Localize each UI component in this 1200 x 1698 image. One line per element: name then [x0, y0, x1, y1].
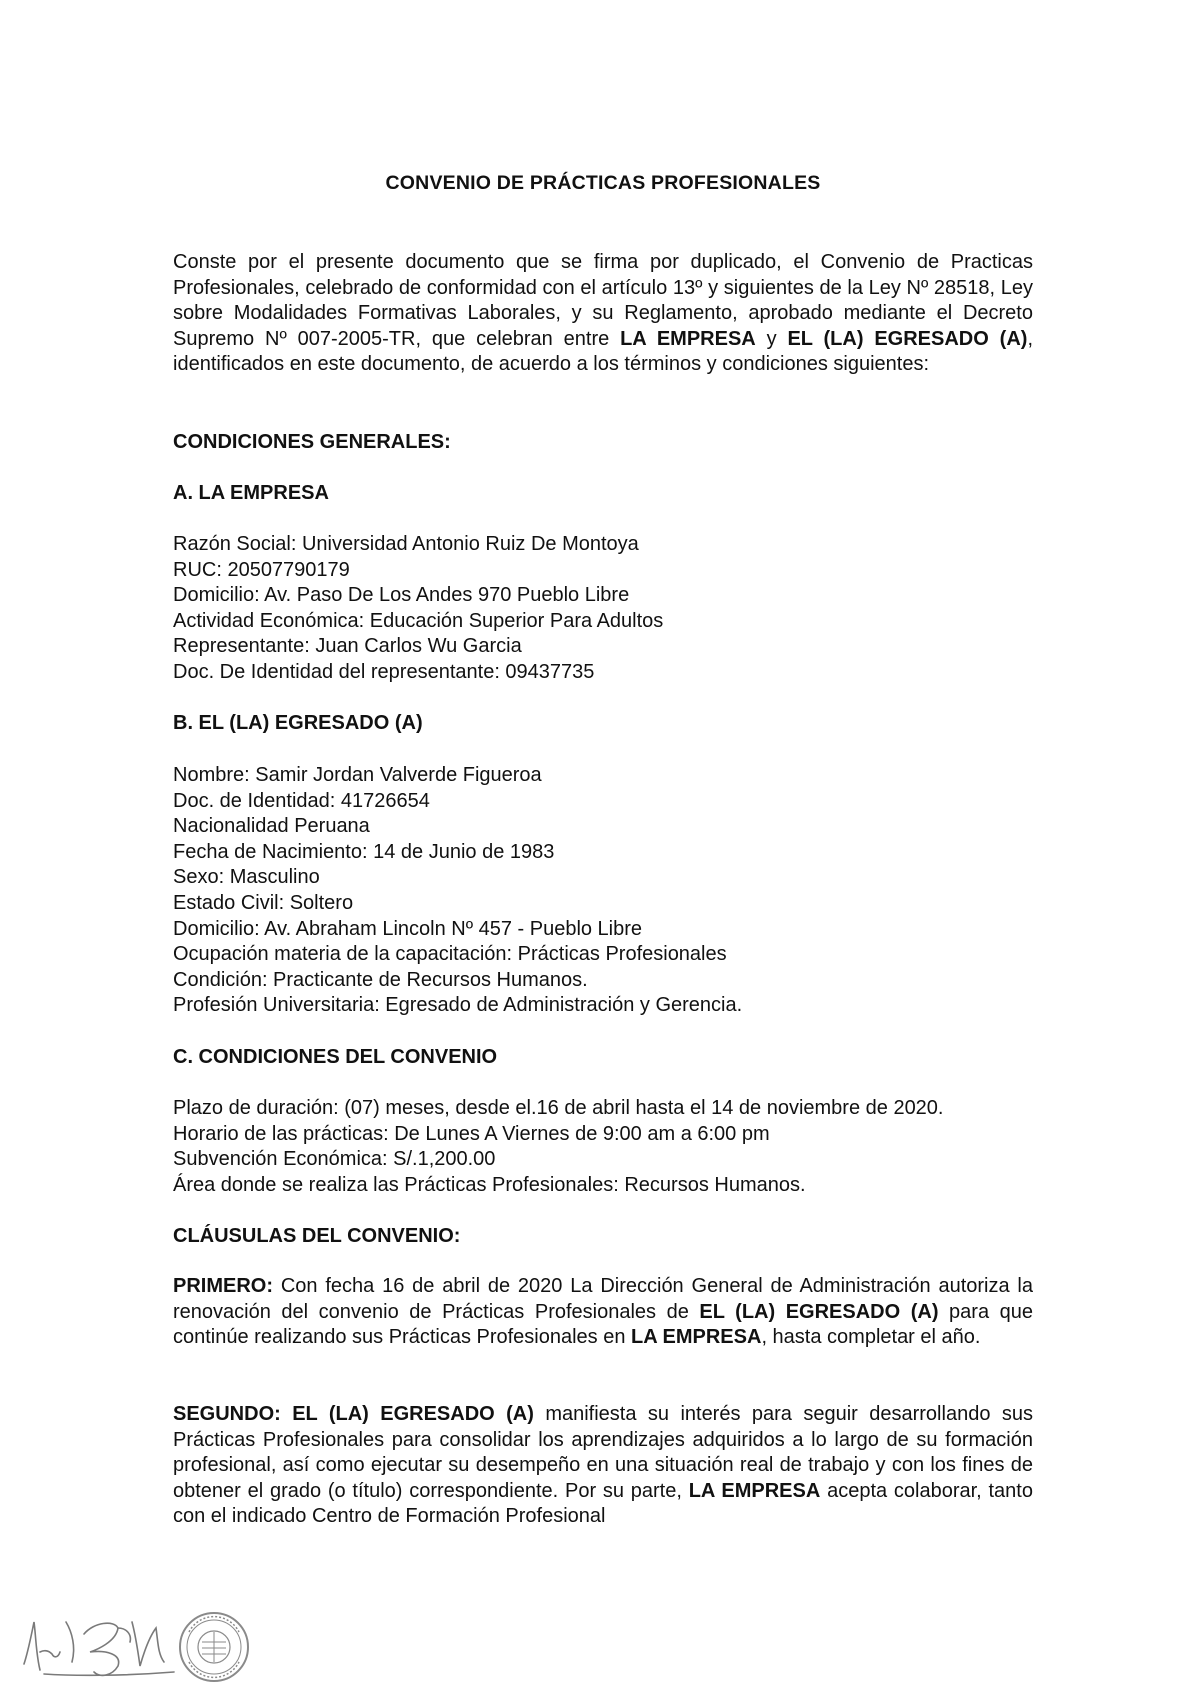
convenio-horario: Horario de las prácticas: De Lunes A Viernes de 9:00 am a 6:00 pm — [173, 1122, 770, 1145]
egresado-profesion: Profesión Universitaria: Egresado de Administración y Gerencia. — [173, 994, 743, 1017]
primero-text-3: , hasta completar el año. — [761, 1326, 981, 1348]
egresado-ocupacion: Ocupación materia de la capacitación: Prácticas Profesionales — [173, 943, 727, 966]
empresa-actividad: Actividad Económica: Educación Superior Para Adultos — [173, 609, 664, 632]
clausulas-heading: CLÁUSULAS DEL CONVENIO: — [173, 1225, 461, 1247]
intro-bold-egresado: EL (LA) EGRESADO (A) — [787, 327, 1028, 350]
egresado-heading: B. EL (LA) EGRESADO (A) — [173, 712, 423, 734]
convenio-heading: C. CONDICIONES DEL CONVENIO — [173, 1046, 498, 1068]
egresado-doc: Doc. de Identidad: 41726654 — [173, 789, 430, 812]
segundo-bold-empresa: LA EMPRESA — [688, 1479, 821, 1502]
primero-bold-egresado: EL (LA) EGRESADO (A) — [699, 1300, 939, 1323]
clausula-primero — [173, 1274, 1033, 1351]
primero-text-2: para que continúe realizando sus Prácticas Profesionales en — [173, 1300, 1033, 1348]
empresa-ruc: RUC: 20507790179 — [173, 558, 350, 581]
intro-paragraph — [173, 250, 1033, 378]
egresado-domicilio: Domicilio: Av. Abraham Lincoln Nº 457 - Pueblo Libre — [173, 917, 643, 940]
document-title: CONVENIO DE PRÁCTICAS PROFESIONALES — [385, 172, 821, 194]
primero-text-1: Con fecha 16 de abril de 2020 La Dirección General de Administración autoriza la renovación del convenio de Prácticas Profesionales de — [173, 1275, 1033, 1323]
egresado-fecha-nacimiento: Fecha de Nacimiento: 14 de Junio de 1983 — [173, 840, 555, 863]
egresado-nombre: Nombre: Samir Jordan Valverde Figueroa — [173, 764, 542, 786]
segundo-label: SEGUNDO: EL (LA) EGRESADO (A) — [173, 1403, 534, 1425]
egresado-sexo: Sexo: Masculino — [173, 866, 320, 889]
clausula-segundo — [173, 1402, 1033, 1530]
convenio-plazo: Plazo de duración: (07) meses, desde el.16 de abril hasta el 14 de noviembre de 2020. — [173, 1097, 944, 1119]
egresado-nacionalidad: Nacionalidad Peruana — [173, 815, 370, 838]
empresa-representante: Representante: Juan Carlos Wu Garcia — [173, 635, 522, 658]
condiciones-generales-heading: CONDICIONES GENERALES: — [173, 431, 451, 453]
intro-text-3: , identificados en este documento, de acuerdo a los términos y condiciones siguientes: — [173, 327, 1033, 375]
empresa-domicilio: Domicilio: Av. Paso De Los Andes 970 Pueblo Libre — [173, 584, 630, 607]
empresa-details — [173, 532, 663, 686]
segundo-text-2: acepta colaborar, tanto con el indicado Centro de Formación Profesional — [173, 1479, 1033, 1527]
primero-bold-empresa: LA EMPRESA — [631, 1326, 762, 1348]
egresado-estado-civil: Estado Civil: Soltero — [173, 891, 354, 914]
seal-icon — [180, 1613, 248, 1681]
egresado-details — [173, 763, 742, 1019]
egresado-condicion: Condición: Practicante de Recursos Humanos. — [173, 968, 588, 991]
intro-bold-empresa: LA EMPRESA — [620, 327, 756, 350]
empresa-heading: A. LA EMPRESA — [173, 482, 329, 504]
empresa-razon-social: Razón Social: Universidad Antonio Ruiz De Montoya — [173, 533, 639, 555]
convenio-area: Área donde se realiza las Prácticas Profesionales: Recursos Humanos. — [173, 1173, 806, 1196]
primero-label: PRIMERO: — [173, 1275, 273, 1297]
intro-text-1: Conste por el presente documento que se firma por duplicado, el Convenio de Practicas Profesionales, celebrado de conformidad con el artículo 13º y siguientes de la Ley Nº 28518, Ley sobre Modalidades Formativas Laborales, y su Reglamento, aprobado mediante el Decreto Supremo Nº 007-2005-TR, que celebran entre — [173, 251, 1033, 350]
handwritten-signature — [24, 1622, 174, 1675]
convenio-details — [173, 1096, 944, 1198]
signature-and-seal — [14, 1592, 254, 1692]
empresa-doc-representante: Doc. De Identidad del representante: 09437735 — [173, 660, 595, 683]
segundo-text-1: manifiesta su interés para seguir desarrollando sus Prácticas Profesionales para consolidar los aprendizajes adquiridos a lo largo de su formación profesional, así como ejecutar su desempeño en una situación real de trabajo y con los fines de obtener el grado (o título) correspondiente. Por su parte, — [173, 1403, 1033, 1502]
intro-text-2: y — [755, 327, 788, 350]
convenio-subvencion: Subvención Económica: S/.1,200.00 — [173, 1148, 496, 1171]
